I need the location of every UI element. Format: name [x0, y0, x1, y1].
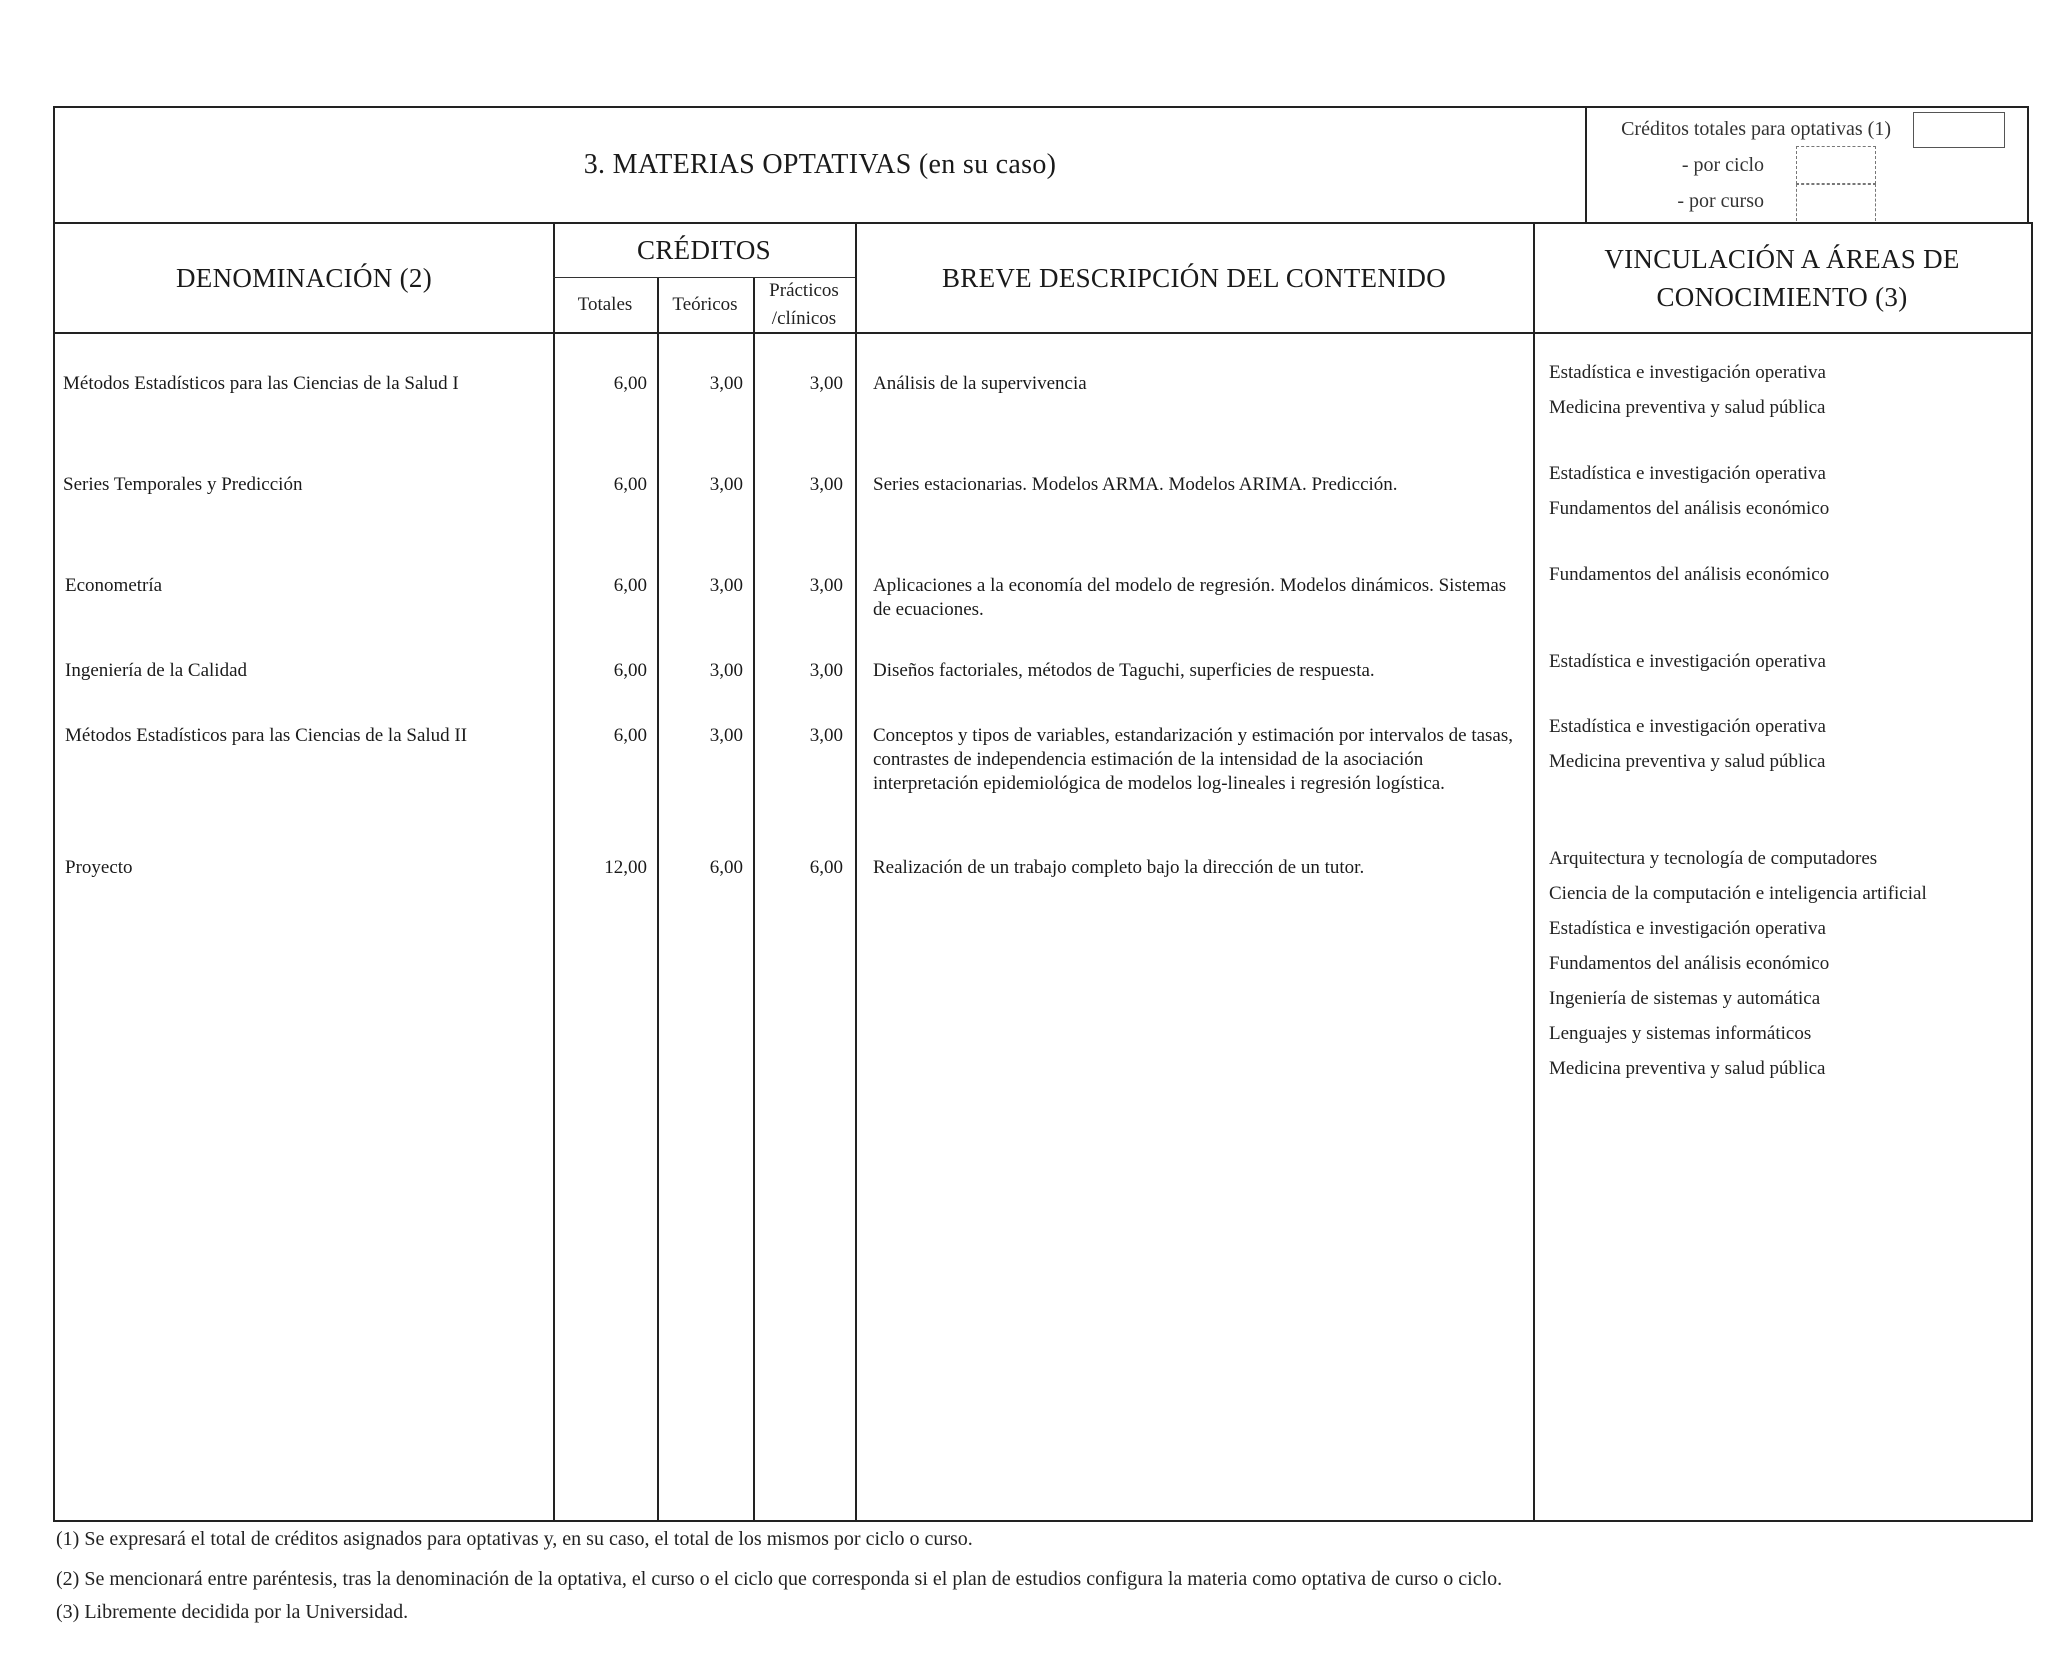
col-header-name: DENOMINACIÓN (2)	[175, 262, 432, 293]
optional-subjects-table	[53, 222, 2033, 1522]
col-header-credits: CRÉDITOS	[637, 235, 771, 265]
knowledge-area: Lenguajes y sistemas informáticos	[1549, 1023, 1812, 1044]
credits-practice: 3,00	[809, 575, 843, 596]
col-divider	[753, 277, 755, 1520]
per-course-label: - por curso	[1677, 190, 1764, 212]
knowledge-area: Fundamentos del análisis económico	[1549, 564, 1830, 585]
credits-theory: 3,00	[709, 660, 743, 681]
subject-description: Aplicaciones a la economía del modelo de regresión. Modelos dinámicos. Sistemas de ecuaciones.	[873, 575, 1507, 620]
subject-name: Econometría	[65, 575, 163, 596]
col-header-practice-line1: Prácticos	[769, 279, 839, 301]
subject-name: Métodos Estadísticos para las Ciencias de la Salud II	[65, 725, 468, 746]
col-divider	[855, 224, 857, 1520]
subject-name: Métodos Estadísticos para las Ciencias de la Salud I	[63, 373, 459, 394]
per-cycle-label: - por ciclo	[1681, 154, 1764, 176]
knowledge-area: Ingeniería de sistemas y automática	[1549, 988, 1821, 1009]
col-header-practice	[753, 277, 855, 332]
credits-practice: 3,00	[809, 725, 843, 746]
subject-name: Proyecto	[65, 857, 133, 878]
knowledge-area: Estadística e investigación operativa	[1549, 716, 1826, 737]
credits-total-field[interactable]	[1913, 112, 2005, 148]
knowledge-area: Estadística e investigación operativa	[1549, 463, 1826, 484]
credits-practice: 6,00	[809, 857, 843, 878]
subject-description: Diseños factoriales, métodos de Taguchi, superficies de respuesta.	[873, 660, 1375, 681]
header-divider	[1585, 108, 1587, 222]
col-divider	[657, 277, 659, 1520]
col-header-totals: Totales	[577, 293, 633, 315]
credits-practice: 3,00	[809, 660, 843, 681]
knowledge-area: Arquitectura y tecnología de computadores	[1549, 848, 1878, 869]
col-header-areas-line1: VINCULACIÓN A ÁREAS DE	[1604, 244, 1960, 274]
subject-name: Ingeniería de la Calidad	[65, 660, 248, 681]
subject-description: Análisis de la supervivencia	[873, 373, 1087, 394]
credits-totals: 6,00	[613, 474, 647, 495]
knowledge-area: Estadística e investigación operativa	[1549, 651, 1826, 672]
credits-practice: 3,00	[809, 373, 843, 394]
credits-totals: 6,00	[613, 575, 647, 596]
per-cycle-field[interactable]	[1796, 146, 1876, 184]
per-course-field[interactable]	[1796, 184, 1876, 221]
knowledge-area: Medicina preventiva y salud pública	[1549, 397, 1826, 418]
subject-description: Realización de un trabajo completo bajo la dirección de un tutor.	[873, 857, 1365, 878]
section-title: 3. MATERIAS OPTATIVAS (en su caso)	[583, 149, 1057, 180]
credits-practice: 3,00	[809, 474, 843, 495]
credits-theory: 3,00	[709, 575, 743, 596]
col-header-areas-line2: CONOCIMIENTO (3)	[1656, 282, 1908, 312]
col-header-theory: Teóricos	[672, 293, 738, 315]
col-header-description: BREVE DESCRIPCIÓN DEL CONTENIDO	[941, 262, 1447, 293]
footnote: (1) Se expresará el total de créditos asignados para optativas y, en su caso, el total de los mismos por ciclo o curso.	[56, 1528, 973, 1550]
knowledge-area: Ciencia de la computación e inteligencia artificial	[1549, 883, 1927, 904]
credits-totals: 6,00	[613, 725, 647, 746]
credits-totals: 12,00	[604, 857, 647, 878]
col-header-areas	[1533, 224, 2031, 332]
subject-description: Series estacionarias. Modelos ARMA. Modelos ARIMA. Predicción.	[873, 474, 1398, 495]
credits-theory: 3,00	[709, 725, 743, 746]
credits-theory: 3,00	[709, 474, 743, 495]
footnote: (2) Se mencionará entre paréntesis, tras la denominación de la optativa, el curso o el ciclo que corresponda si el plan de estudios configura la materia como optativa de curso o ciclo.	[56, 1568, 1503, 1590]
knowledge-area: Medicina preventiva y salud pública	[1549, 1058, 1826, 1079]
knowledge-area: Fundamentos del análisis económico	[1549, 953, 1830, 974]
credits-theory: 6,00	[709, 857, 743, 878]
subject-description: Conceptos y tipos de variables, estandarización y estimación por intervalos de tasas, contrastes de independencia estimación de la intensidad de la asociación interpretación epidemiológica de modelos log-lineales i regresión logística.	[873, 725, 1514, 794]
knowledge-area: Medicina preventiva y salud pública	[1549, 751, 1826, 772]
col-header-practice-line2: /clínicos	[771, 307, 837, 329]
credits-totals: 6,00	[613, 660, 647, 681]
col-divider	[1533, 224, 1535, 1520]
credits-theory: 3,00	[709, 373, 743, 394]
knowledge-area: Estadística e investigación operativa	[1549, 362, 1826, 383]
section-header-box	[53, 106, 2029, 224]
credits-totals: 6,00	[613, 373, 647, 394]
knowledge-area: Fundamentos del análisis económico	[1549, 498, 1830, 519]
credits-total-label: Créditos totales para optativas (1)	[1621, 118, 1891, 140]
knowledge-area: Estadística e investigación operativa	[1549, 918, 1826, 939]
footnote: (3) Libremente decidida por la Universidad.	[56, 1601, 409, 1623]
header-row-divider	[55, 332, 2031, 334]
subject-name: Series Temporales y Predicción	[63, 474, 303, 495]
